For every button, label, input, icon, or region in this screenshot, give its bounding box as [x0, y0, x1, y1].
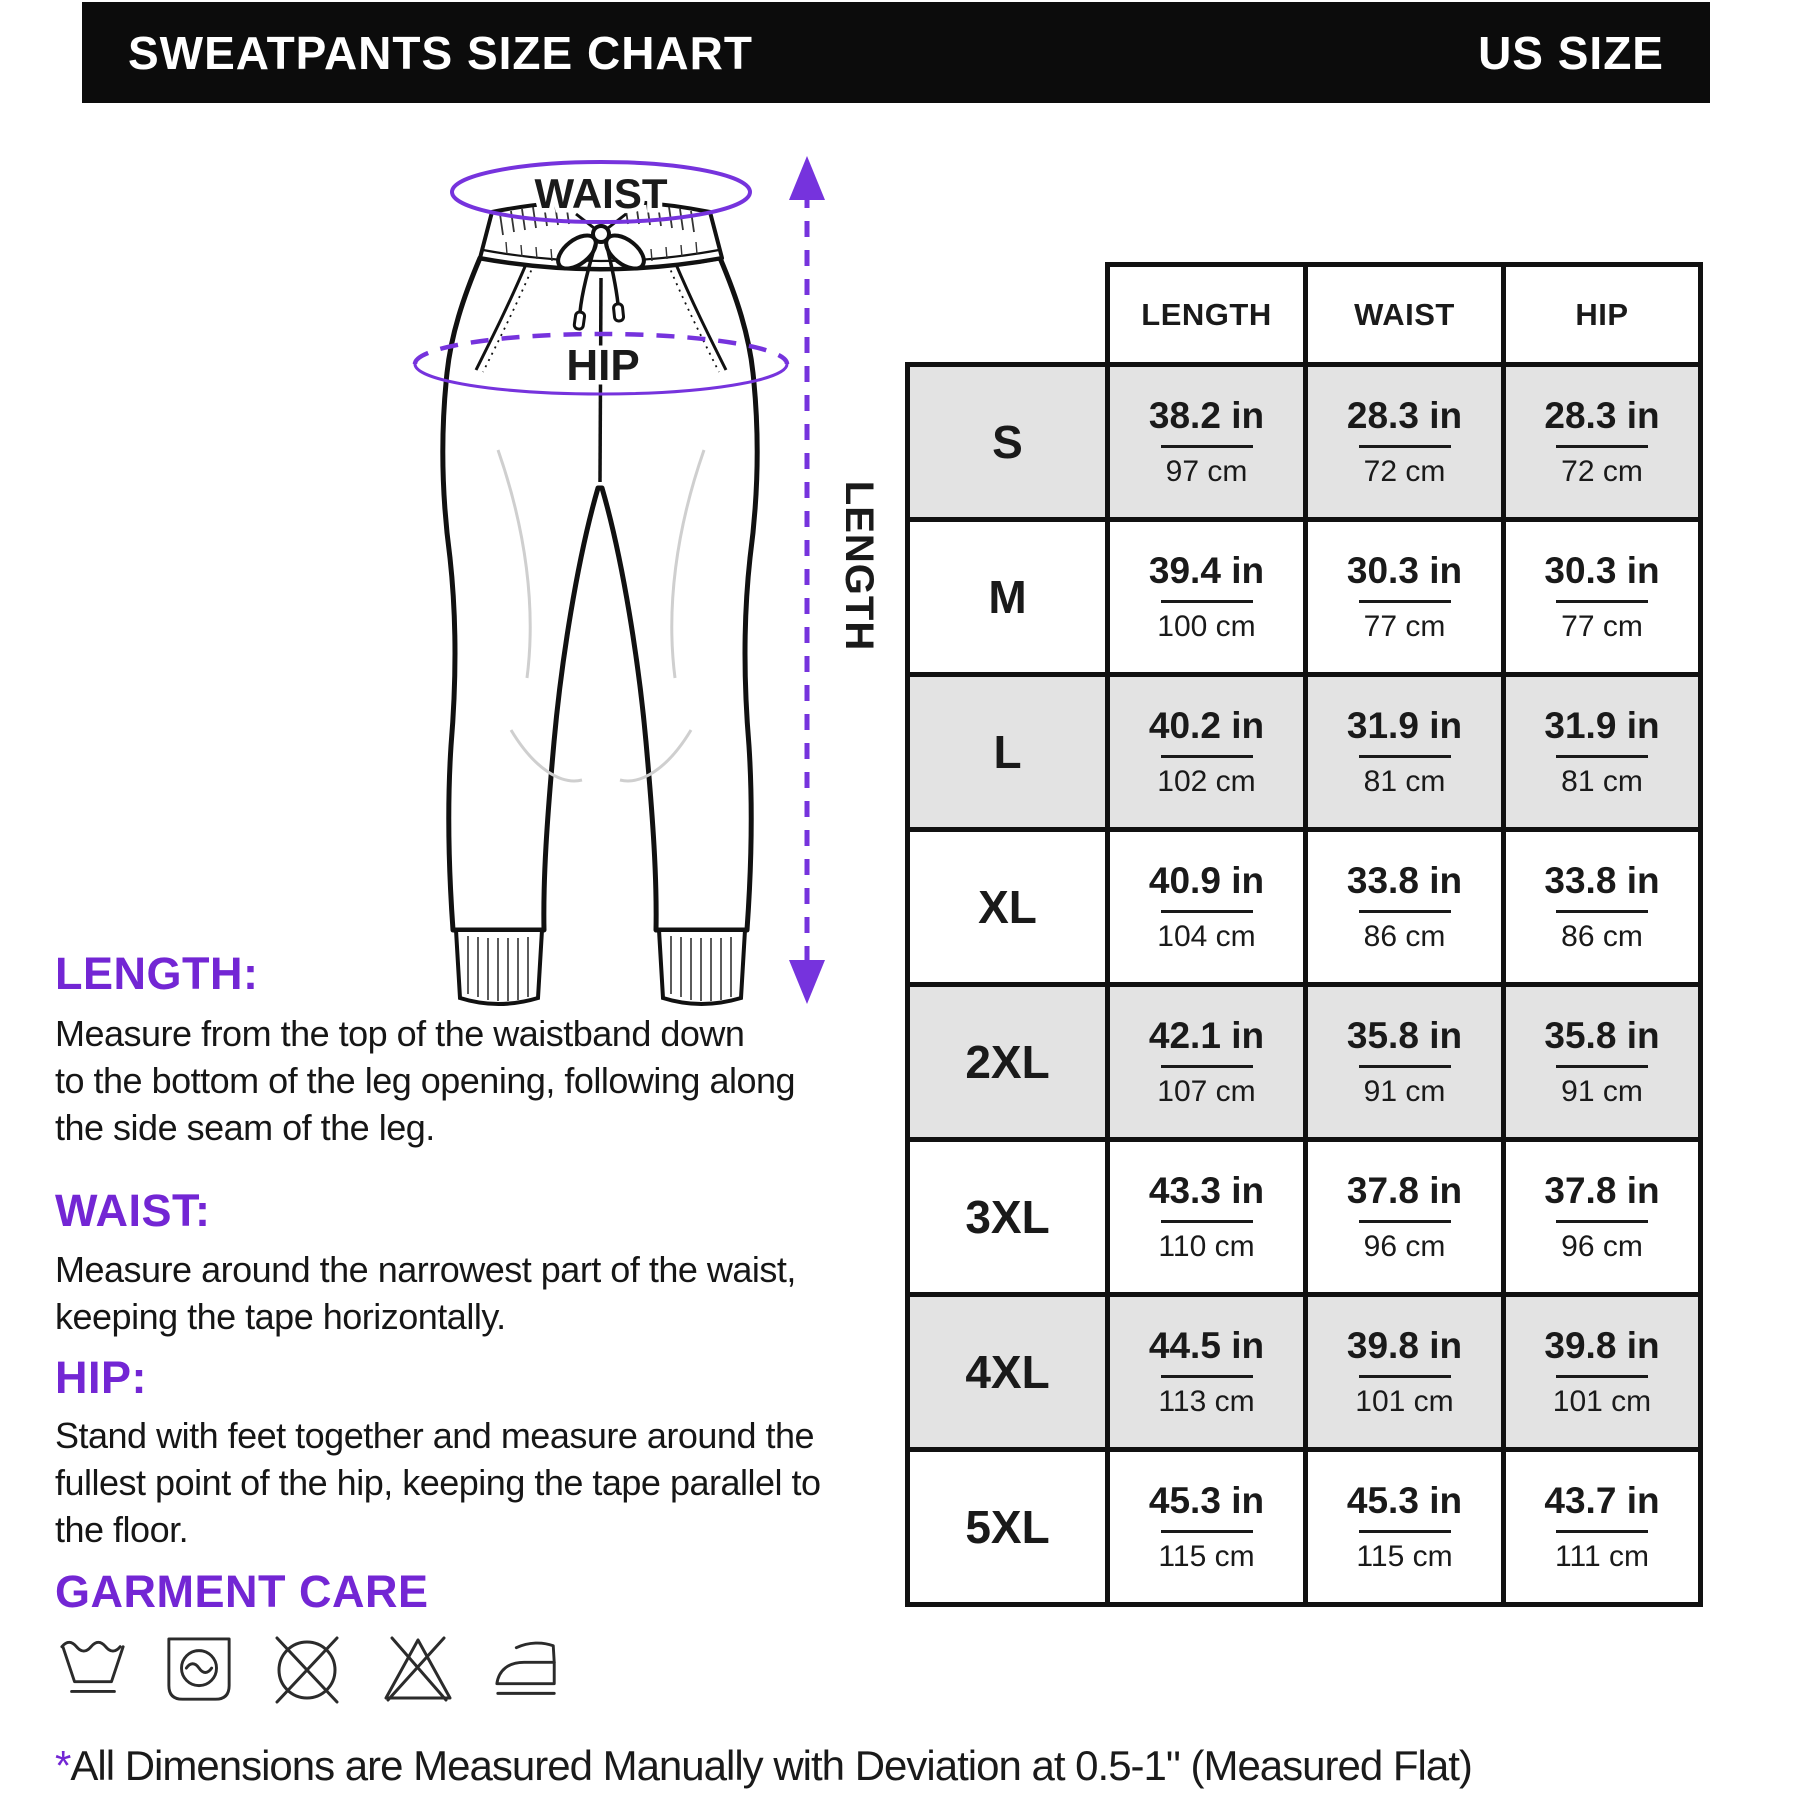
do-not-dry-clean-icon: [270, 1630, 344, 1714]
body-line: Measure around the narrowest part of the waist,: [55, 1249, 796, 1290]
length-arrow: [789, 156, 825, 1004]
waist-label: WAIST: [534, 170, 668, 217]
size-label: M: [908, 520, 1108, 675]
size-table: [905, 262, 1703, 1607]
title-bar: [82, 2, 1710, 103]
length-measure-cell: 43.3 in 110 cm: [1108, 1140, 1306, 1295]
body-line: keeping the tape horizontally.: [55, 1296, 506, 1337]
column-header-length: LENGTH: [1108, 265, 1306, 365]
wash-mild-icon: [58, 1630, 128, 1714]
body-line: Measure from the top of the waistband down: [55, 1013, 745, 1054]
iron-icon: [492, 1630, 562, 1714]
table-row: [908, 985, 1701, 1140]
table-header-row: [908, 265, 1701, 365]
footnote: [55, 1742, 1472, 1790]
size-label: XL: [908, 830, 1108, 985]
waist-measure-cell: 45.3 in 115 cm: [1306, 1450, 1504, 1605]
size-label: S: [908, 365, 1108, 520]
table-row: [908, 830, 1701, 985]
body-line: the side seam of the leg.: [55, 1107, 435, 1148]
waist-measure-cell: 28.3 in 72 cm: [1306, 365, 1504, 520]
garment-care-heading: GARMENT CARE: [55, 1566, 429, 1617]
size-label: 5XL: [908, 1450, 1108, 1605]
hip-section-heading: HIP:: [55, 1352, 147, 1403]
hip-measure-cell: 31.9 in 81 cm: [1504, 675, 1701, 830]
body-line: Stand with feet together and measure around the: [55, 1415, 815, 1456]
body-line: the floor.: [55, 1509, 189, 1550]
column-header-hip: HIP: [1504, 265, 1701, 365]
footnote-text: All Dimensions are Measured Manually with Deviation at 0.5-1" (Measured Flat): [70, 1742, 1472, 1789]
hip-measure-cell: 30.3 in 77 cm: [1504, 520, 1701, 675]
waist-measure-cell: 31.9 in 81 cm: [1306, 675, 1504, 830]
length-measure-cell: 42.1 in 107 cm: [1108, 985, 1306, 1140]
waist-measure-cell: 39.8 in 101 cm: [1306, 1295, 1504, 1450]
table-row: [908, 1295, 1701, 1450]
waist-measure-cell: 30.3 in 77 cm: [1306, 520, 1504, 675]
length-measure-cell: 45.3 in 115 cm: [1108, 1450, 1306, 1605]
length-measure-cell: 39.4 in 100 cm: [1108, 520, 1306, 675]
table-row: [908, 365, 1701, 520]
length-measure-cell: 44.5 in 113 cm: [1108, 1295, 1306, 1450]
length-measure-cell: 38.2 in 97 cm: [1108, 365, 1306, 520]
length-section-body: [55, 1010, 795, 1151]
size-table-body: [908, 365, 1701, 1605]
ankle-cuffs: [456, 930, 745, 1004]
footnote-asterisk: *: [55, 1742, 71, 1789]
blank-cell: [908, 265, 1108, 365]
garment-care-icons: [58, 1630, 562, 1714]
body-line: fullest point of the hip, keeping the tape parallel to: [55, 1462, 821, 1503]
table-row: [908, 1140, 1701, 1295]
waist-measure-cell: 35.8 in 91 cm: [1306, 985, 1504, 1140]
size-label: 4XL: [908, 1295, 1108, 1450]
size-label: 2XL: [908, 985, 1108, 1140]
page-title: SWEATPANTS SIZE CHART: [128, 26, 753, 79]
waist-measure-cell: 37.8 in 96 cm: [1306, 1140, 1504, 1295]
do-not-bleach-icon: [380, 1630, 456, 1714]
length-measure-cell: 40.9 in 104 cm: [1108, 830, 1306, 985]
hip-measure-cell: 33.8 in 86 cm: [1504, 830, 1701, 985]
hip-measure-cell: 43.7 in 111 cm: [1504, 1450, 1701, 1605]
region-label: US SIZE: [1478, 26, 1664, 79]
waist-section-heading: WAIST:: [55, 1185, 211, 1236]
hip-measure-cell: 37.8 in 96 cm: [1504, 1140, 1701, 1295]
length-measure-cell: 40.2 in 102 cm: [1108, 675, 1306, 830]
size-label: 3XL: [908, 1140, 1108, 1295]
table-row: [908, 520, 1701, 675]
tumble-dry-icon: [164, 1630, 234, 1714]
table-row: [908, 1450, 1701, 1605]
table-row: [908, 675, 1701, 830]
waist-measure-cell: 33.8 in 86 cm: [1306, 830, 1504, 985]
length-section-heading: LENGTH:: [55, 948, 259, 999]
column-header-waist: WAIST: [1306, 265, 1504, 365]
hip-label: HIP: [566, 341, 640, 390]
length-label: LENGTH: [837, 480, 881, 652]
hip-section-body: [55, 1412, 821, 1553]
body-line: to the bottom of the leg opening, following along: [55, 1060, 796, 1101]
hip-measure-cell: 39.8 in 101 cm: [1504, 1295, 1701, 1450]
hip-measure-cell: 35.8 in 91 cm: [1504, 985, 1701, 1140]
waist-section-body: [55, 1246, 796, 1340]
hip-measure-cell: 28.3 in 72 cm: [1504, 365, 1701, 520]
sweatpants-diagram: [330, 130, 900, 1030]
size-label: L: [908, 675, 1108, 830]
